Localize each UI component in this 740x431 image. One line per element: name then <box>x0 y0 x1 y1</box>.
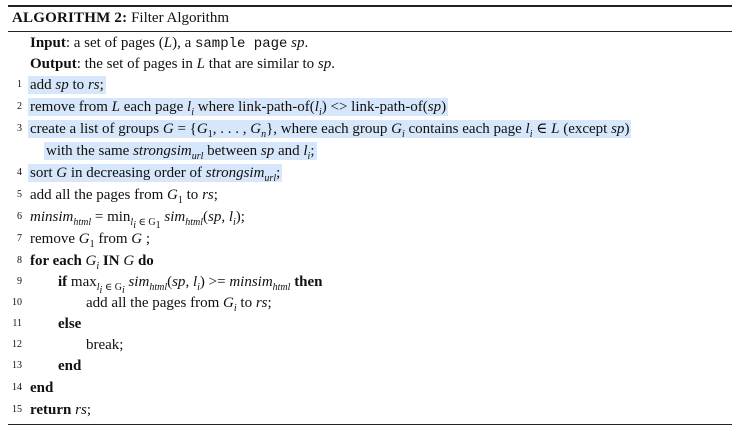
keyword-for-each: for each <box>30 253 82 269</box>
var-rs: rs <box>202 187 214 203</box>
top-rule <box>8 5 732 7</box>
output-text: . <box>331 56 335 72</box>
output-text: that are similar to <box>205 56 318 72</box>
code-text: in decreasing order of <box>67 165 206 181</box>
output-keyword: Output <box>30 56 77 72</box>
code-text: ) <> link-path-of( <box>321 99 428 115</box>
algorithm-name: Filter Algorithm <box>131 10 229 26</box>
keyword-then: then <box>294 274 323 290</box>
subscript: 1 <box>177 195 183 206</box>
algorithm-line-12 <box>0 334 740 356</box>
subscript: i <box>197 282 200 293</box>
code-text: }, where each group <box>266 121 392 137</box>
line-number: 4 <box>17 167 22 178</box>
subscript: i <box>191 107 194 118</box>
subscript: i <box>121 285 125 296</box>
keyword-end: end <box>30 380 54 396</box>
highlight <box>28 164 282 182</box>
line-number: 12 <box>12 339 22 350</box>
code-text: ) >= <box>199 274 230 290</box>
var-g1: G <box>167 187 178 203</box>
algorithm-line-11 <box>0 313 740 335</box>
subscript: ∈ G <box>135 217 156 228</box>
code-text: with the same <box>46 143 134 159</box>
subscript: ∈ G <box>102 282 122 293</box>
keyword-else: else <box>58 316 82 332</box>
output-text: : the set of pages in <box>76 56 197 72</box>
keyword-if: if <box>58 274 68 290</box>
subscript: 1 <box>207 129 213 140</box>
var-li: l <box>192 274 198 290</box>
output-line <box>0 53 740 75</box>
var-l: L <box>551 121 560 137</box>
code-text: ; <box>142 231 151 247</box>
code-text: contains each page <box>404 121 526 137</box>
code-text: each page <box>119 99 188 115</box>
subscript: i <box>307 151 311 162</box>
line-number: 6 <box>17 211 22 222</box>
keyword-in: IN <box>102 253 120 269</box>
var-g1: G <box>78 231 90 247</box>
subscript: i <box>318 107 322 118</box>
line-number: 3 <box>17 123 22 134</box>
highlight <box>28 98 448 116</box>
subscript: l <box>96 282 100 293</box>
subscript: i <box>133 220 136 231</box>
var-rs: rs <box>87 77 100 93</box>
code-text: , . . . , <box>212 121 251 137</box>
algorithm-line-13 <box>0 355 740 377</box>
code-text: break; <box>86 337 124 353</box>
input-line <box>0 32 740 54</box>
highlight <box>28 76 106 94</box>
line-number: 15 <box>12 404 22 415</box>
var-minsim: minsim <box>30 209 74 225</box>
code-text: ; <box>267 295 272 311</box>
var-l: L <box>163 35 173 51</box>
var-g: G <box>56 165 68 181</box>
algorithm-line-7 <box>0 228 740 250</box>
algorithm-label: ALGORITHM 2: <box>12 10 128 26</box>
code-text: add all the pages from <box>86 295 224 311</box>
subscript: html <box>272 282 291 293</box>
var-sp: sp <box>172 274 186 290</box>
code-text: ) <box>624 121 630 137</box>
var-sim: sim <box>164 209 186 225</box>
code-text: ∈ <box>532 121 552 137</box>
line-number: 2 <box>17 101 22 112</box>
var-strongsim: strongsim <box>133 143 192 159</box>
code-text: add all the pages from <box>30 187 168 203</box>
line-number: 8 <box>17 255 22 266</box>
subscript: url <box>264 173 277 184</box>
var-li: l <box>303 143 308 159</box>
algorithm-line-3 <box>0 118 740 140</box>
code-text: add <box>30 77 56 93</box>
line-number: 14 <box>12 382 22 393</box>
var-gi: G <box>85 253 97 269</box>
line-number: 1 <box>17 79 22 90</box>
var-li: l <box>525 121 530 137</box>
subscript: i <box>529 129 533 140</box>
line-number: 5 <box>17 189 22 200</box>
var-sim: sim <box>128 274 150 290</box>
subscript: i <box>99 285 103 296</box>
subscript: i <box>233 217 236 228</box>
code-text: remove <box>30 231 79 247</box>
code-text: ; <box>99 77 104 93</box>
code-text: sort <box>30 165 57 181</box>
subscript: 1 <box>89 239 95 250</box>
line-number: 10 <box>12 297 22 308</box>
code-text: , <box>221 209 229 225</box>
code-text: = { <box>173 121 197 137</box>
code-text: ; <box>86 402 91 418</box>
var-g: G <box>162 121 174 137</box>
input-text: . <box>304 35 309 51</box>
algorithm-line-15 <box>0 399 740 421</box>
var-l: L <box>196 56 206 72</box>
code-text: ( <box>202 209 208 225</box>
highlight <box>44 142 317 160</box>
var-li: l <box>187 99 192 115</box>
code-text: = min <box>91 209 131 225</box>
subscript: url <box>191 151 204 162</box>
var-rs: rs <box>255 295 268 311</box>
code-text: (except <box>559 121 612 137</box>
code-text: where link-path-of( <box>193 99 315 115</box>
code-text: ) <box>441 99 447 115</box>
code-text: remove from <box>30 99 112 115</box>
algorithm-line-2 <box>0 96 740 118</box>
algorithm-line-8 <box>0 250 740 272</box>
algorithm-line-3-continued <box>0 140 740 162</box>
var-sp: sp <box>291 35 305 51</box>
algorithm-line-14 <box>0 377 740 399</box>
subscript: i <box>233 303 237 314</box>
subscript: 1 <box>155 220 161 231</box>
code-text: to <box>182 187 203 203</box>
code-text: to <box>236 295 256 311</box>
var-rs: rs <box>75 402 87 418</box>
code-text: ; <box>310 143 315 159</box>
highlight <box>28 120 631 138</box>
var-li: l <box>228 209 233 225</box>
algorithm-title <box>12 8 229 28</box>
input-text: : a set of pages ( <box>65 35 164 51</box>
algorithm-line-6 <box>0 206 740 231</box>
code-text: and <box>274 143 304 159</box>
line-number: 7 <box>17 233 22 244</box>
var-sp: sp <box>260 143 275 159</box>
subscript: i <box>96 261 100 272</box>
algorithm-line-9 <box>0 271 740 296</box>
var-sp: sp <box>207 209 222 225</box>
code-text: ( <box>167 274 173 290</box>
bottom-rule <box>8 424 732 425</box>
keyword-do: do <box>137 253 154 269</box>
input-text: ), a <box>172 35 195 51</box>
keyword-end: end <box>58 358 82 374</box>
input-mono: sample page <box>195 36 288 52</box>
code-text: ); <box>235 209 245 225</box>
subscript: i <box>401 129 405 140</box>
code-text: ; <box>213 187 218 203</box>
var-li: l <box>314 99 319 115</box>
var-l: L <box>111 99 120 115</box>
algorithm-line-5 <box>0 184 740 206</box>
line-number: 9 <box>17 276 22 287</box>
code-text: ; <box>276 165 281 181</box>
code-text: max <box>67 274 97 290</box>
var-g: G <box>131 231 143 247</box>
input-keyword: Input <box>30 35 66 51</box>
code-text: between <box>203 143 261 159</box>
keyword-return: return <box>30 402 72 418</box>
var-strongsim: strongsim <box>205 165 265 181</box>
var-sp: sp <box>611 121 625 137</box>
line-number: 11 <box>12 318 22 329</box>
algorithm-line-10 <box>0 292 740 314</box>
var-sp: sp <box>317 56 332 72</box>
algorithm-line-1 <box>0 74 740 96</box>
algorithm-line-4 <box>0 162 740 184</box>
code-text: create a list of groups <box>30 121 163 137</box>
code-text: from <box>94 231 132 247</box>
var-g: G <box>123 253 135 269</box>
subscript: n <box>261 129 267 140</box>
var-gi: G <box>223 295 234 311</box>
var-sp: sp <box>427 99 442 115</box>
subscript: l <box>130 217 134 228</box>
code-text: to <box>68 77 88 93</box>
var-minsim: minsim <box>229 274 273 290</box>
subscript: html <box>185 217 203 228</box>
subscript: html <box>73 217 92 228</box>
var-gn: G <box>250 121 262 137</box>
line-number: 13 <box>12 360 22 371</box>
var-g1: G <box>196 121 208 137</box>
code-text: , <box>185 274 193 290</box>
subscript: html <box>149 282 168 293</box>
var-sp: sp <box>55 77 69 93</box>
var-gi: G <box>391 121 402 137</box>
